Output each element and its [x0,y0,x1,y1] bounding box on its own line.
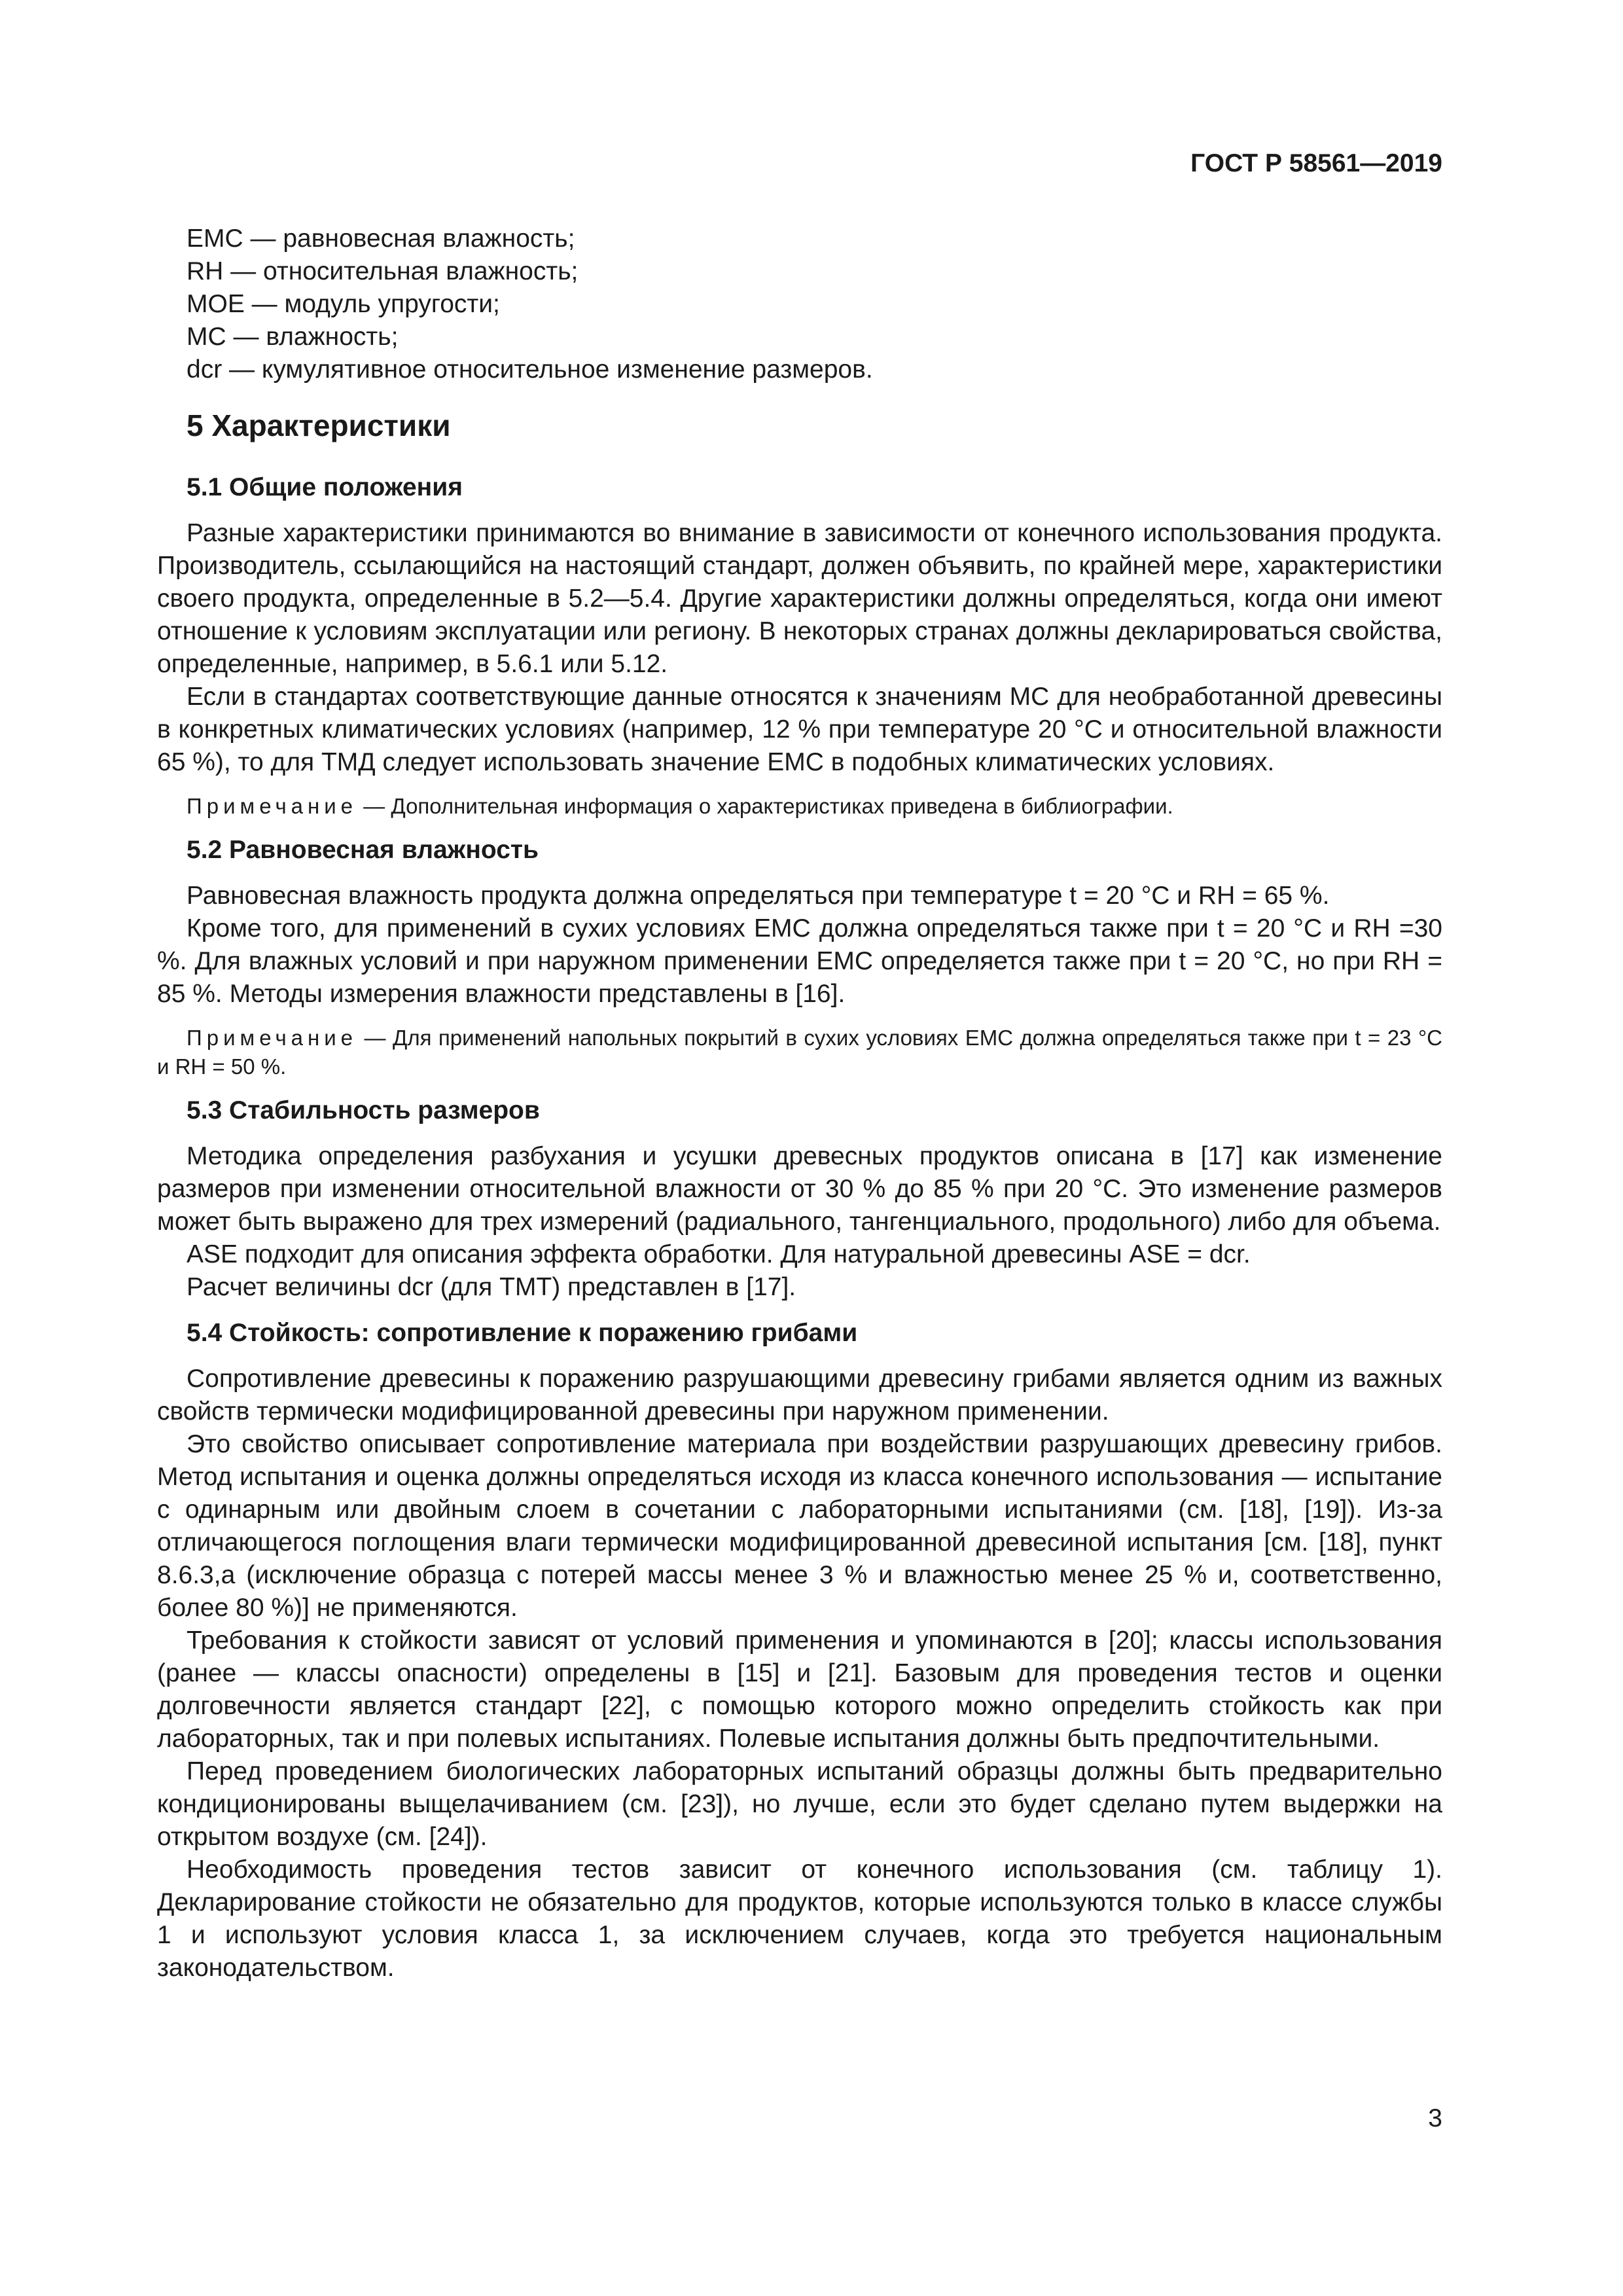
page-number: 3 [1428,2104,1442,2132]
paragraph: Равновесная влажность продукта должна определяться при температуре t = 20 °С и RH = 65 %. [187,882,1330,910]
section-5-1-title: 5.1 Общие положения [187,473,463,501]
page-content [157,223,1442,1984]
document-header: ГОСТ Р 58561—2019 [1190,149,1442,177]
abbreviation-item: MC — влажность; [187,323,399,351]
paragraph: Расчет величины dcr (для TMT) представлен в [17]. [187,1273,796,1301]
paragraph: Это свойство описывает сопротивление материала при воздействии разрушающих древесину грибов. Метод испытания и оценка должны определяться исходя из класса конечного использования — испытание с одинарным или двойным слоем в сочетании с лабораторными испытаниями (см. [18], [19]). Из-за отличающегося поглощения влаги термически модифицированной древесиной испытания [см. [18], пункт 8.6.3,а (исключение образца с потерей массы менее 3 % и влажностью менее 25 % и, соответственно, более 80 %)] не применяются. [157,1430,1442,1622]
note-text: — Для применений напольных покрытий в сухих условиях EMC должна определяться также при t = 23 °С и RH = 50 %. [157,1026,1442,1079]
section-5-3-title: 5.3 Стабильность размеров [187,1096,540,1124]
paragraph: Необходимость проведения тестов зависит от конечного использования (см. таблицу 1). Декларирование стойкости не обязательно для продуктов, которые используются только в классе службы 1 и используют условия класса 1, за исключением случаев, когда это требуется национальным законодательством. [157,1856,1442,1982]
paragraph: Кроме того, для применений в сухих условиях EMC должна определяться также при t = 20 °С и RH =30 %. Для влажных условий и при наружном применении EMC определяется также при t = 20 °С, но при RH = 85 %. Методы измерения влажности представлены в [16]. [157,914,1442,1008]
section-5-title: 5 Характеристики [187,408,451,442]
abbreviation-list [187,223,1442,386]
note-label: Примечание [187,1026,358,1050]
paragraph: Сопротивление древесины к поражению разрушающими древесину грибами является одним из важных свойств термически модифицированной древесины при наружном применении. [157,1365,1442,1426]
paragraph: Если в стандартах соответствующие данные относятся к значениям MC для необработанной древесины в конкретных климатических условиях (например, 12 % при температуре 20 °С и относительной влажности 65 %), то для ТМД следует использовать значение EMC в подобных климатических условиях. [157,683,1442,776]
note-text: — Дополнительная информация о характеристиках приведена в библиографии. [357,794,1173,818]
paragraph: ASE подходит для описания эффекта обработки. Для натуральной древесины ASE = dcr. [187,1240,1251,1268]
abbreviation-item: RH — относительная влажность; [187,257,579,285]
note [157,1024,1442,1081]
paragraph: Разные характеристики принимаются во внимание в зависимости от конечного использования продукта. Производитель, ссылающийся на настоящий стандарт, должен объявить, по крайней мере, характеристики своего продукта, определенные в 5.2—5.4. Другие характеристики должны определяться, когда они имеют отношение к условиям эксплуатации или региону. В некоторых странах должны декларироваться свойства, определенные, например, в 5.6.1 или 5.12. [157,519,1442,678]
paragraph: Методика определения разбухания и усушки древесных продуктов описана в [17] как изменение размеров при изменении относительной влажности от 30 % до 85 % при 20 °С. Это изменение размеров может быть выражено для трех измерений (радиального, тангенциального, продольного) либо для объема. [157,1142,1442,1236]
paragraph: Перед проведением биологических лабораторных испытаний образцы должны быть предварительно кондиционированы выщелачиванием (см. [23]), но лучше, если это будет сделано путем выдержки на открытом воздухе (см. [24]). [157,1757,1442,1851]
section-5-4-title: 5.4 Стойкость: сопротивление к поражению грибами [187,1319,858,1347]
abbreviation-item: EMC — равновесная влажность; [187,224,575,253]
paragraph: Требования к стойкости зависят от условий применения и упоминаются в [20]; классы использования (ранее — классы опасности) определены в [15] и [21]. Базовым для проведения тестов и оценки долговечности является стандарт [22], с помощью которого можно определить стойкость как при лабораторных, так и при полевых испытаниях. Полевые испытания должны быть предпочтительными. [157,1626,1442,1753]
note-label: Примечание [187,794,358,818]
section-5-2-title: 5.2 Равновесная влажность [187,836,539,864]
note [157,792,1442,821]
abbreviation-item: dcr — кумулятивное относительное изменение размеров. [187,355,873,384]
abbreviation-item: MOE — модуль упругости; [187,290,500,318]
